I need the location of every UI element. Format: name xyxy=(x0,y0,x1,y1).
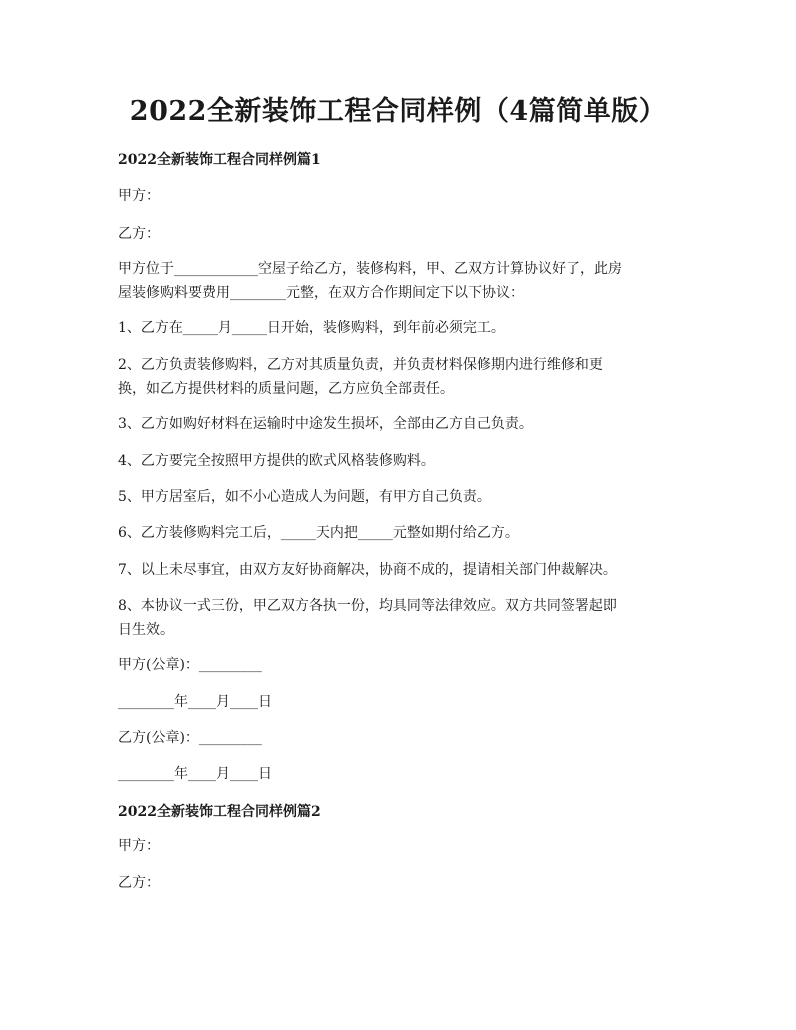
clause-2-line-1: 2、乙方负责装修购料，乙方对其质量负责，并负责材料保修期内进行维修和更 xyxy=(118,357,603,373)
party-b-label: 乙方： xyxy=(118,226,160,242)
date-party-b: ________年____月____日 xyxy=(118,766,272,782)
party-a-label: 甲方： xyxy=(118,188,160,204)
clause-8-line-2: 日生效。 xyxy=(118,622,174,638)
clause-3: 3、乙方如购好材料在运输时中途发生损坏，全部由乙方自己负责。 xyxy=(118,416,533,432)
clause-8-line-1: 8、本协议一式三份，甲乙双方各执一份，均具同等法律效应。双方共同签署起即 xyxy=(118,598,617,614)
section-heading-2: 2022全新装饰工程合同样例篇2 xyxy=(118,804,321,820)
document-title: 2022全新装饰工程合同样例（4篇简单版） xyxy=(129,96,667,127)
intro-line-1: 甲方位于____________空屋子给乙方，装修构料，甲、乙双方计算协议好了，此房 xyxy=(118,261,622,277)
clause-7: 7、以上未尽事宜，由双方友好协商解决，协商不成的，提请相关部门仲裁解决。 xyxy=(118,562,617,578)
clause-1: 1、乙方在_____月_____日开始，装修购料，到年前必须完工。 xyxy=(118,320,505,336)
signature-party-a: 甲方(公章)：_________ xyxy=(118,657,262,673)
date-party-a: ________年____月____日 xyxy=(118,694,272,710)
section-heading-1: 2022全新装饰工程合同样例篇1 xyxy=(118,152,321,168)
section2-party-a-label: 甲方： xyxy=(118,838,160,854)
clause-5: 5、甲方居室后，如不小心造成人为问题，有甲方自己负责。 xyxy=(118,489,491,505)
intro-line-2: 屋装修购料要费用________元整，在双方合作期间定下以下协议： xyxy=(118,285,524,301)
clause-2-line-2: 换，如乙方提供材料的质量问题，乙方应负全部责任。 xyxy=(118,381,454,397)
clause-4: 4、乙方要完全按照甲方提供的欧式风格装修购料。 xyxy=(118,453,435,469)
clause-6: 6、乙方装修购料完工后，_____天内把_____元整如期付给乙方。 xyxy=(118,525,519,541)
section2-party-b-label: 乙方： xyxy=(118,875,160,891)
signature-party-b: 乙方(公章)：_________ xyxy=(118,730,262,746)
